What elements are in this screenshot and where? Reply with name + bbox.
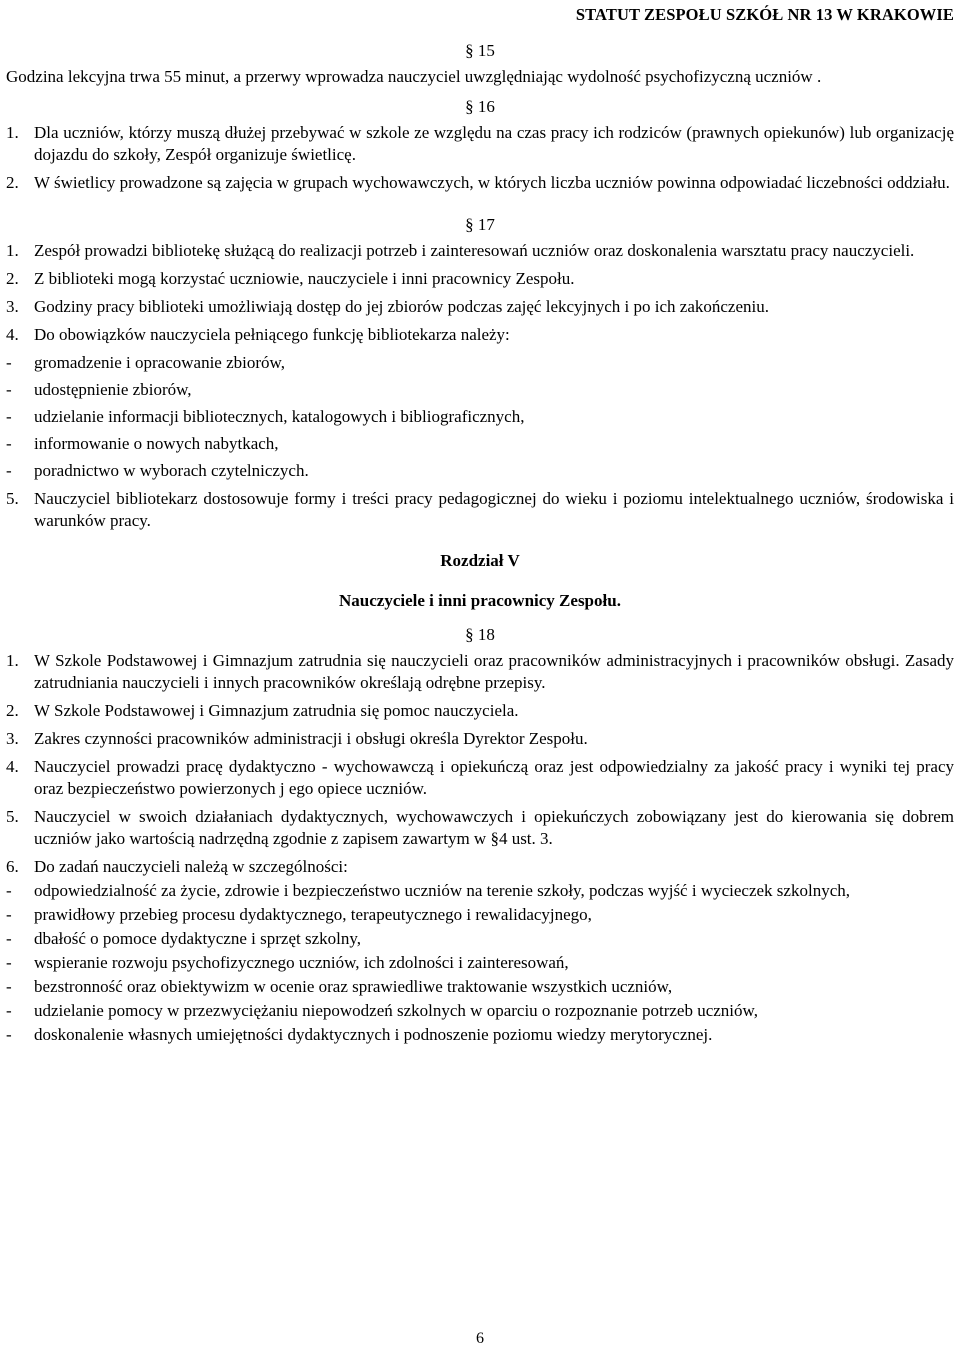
item-number: 2. xyxy=(6,173,19,192)
section-17-item xyxy=(6,296,954,318)
list-item: - doskonalenie własnych umiejętności dydaktycznych i podnoszenie poziomu wiedzy merytorycznej. xyxy=(6,1025,713,1044)
list-item: - udostępnienie zbiorów, xyxy=(6,380,192,399)
librarian-duties-list xyxy=(6,352,954,482)
section-16-heading: § 16 xyxy=(465,97,495,116)
item-number: 1. xyxy=(6,651,19,670)
item-number: 4. xyxy=(6,757,19,776)
list-item: - odpowiedzialność za życie, zdrowie i bezpieczeństwo uczniów na terenie szkoły, podczas wyjść i wycieczek szkolnych, xyxy=(6,881,850,900)
item-text: Z biblioteki mogą korzystać uczniowie, nauczyciele i inni pracownicy Zespołu. xyxy=(34,269,575,288)
section-18-item xyxy=(6,756,954,800)
item-text: W Szkole Podstawowej i Gimnazjum zatrudnia się pomoc nauczyciela. xyxy=(34,701,519,720)
item-text: Nauczyciel bibliotekarz dostosowuje formy i treści pracy pedagogicznej do wieku i poziomu intelektualnego uczniów, środowiska i warunków pracy. xyxy=(34,489,954,530)
item-text: Zakres czynności pracowników administracji i obsługi określa Dyrektor Zespołu. xyxy=(34,729,588,748)
list-item: - informowanie o nowych nabytkach, xyxy=(6,434,279,453)
item-text: Dla uczniów, którzy muszą dłużej przebywać w szkole ze względu na czas pracy ich rodziców (prawnych opiekunów) lub organizację dojazdu do szkoły, Zespół organizuje świetlicę. xyxy=(34,123,954,164)
section-18-item xyxy=(6,650,954,694)
section-17-item xyxy=(6,240,954,262)
item-text: Do zadań nauczycieli należą w szczególności: xyxy=(34,857,348,876)
item-number: 5. xyxy=(6,807,19,826)
item-text: Nauczyciel w swoich działaniach dydaktycznych, wychowawczych i opiekuńczych zobowiązany jest do kierowania się dobrem uczniów jako wartością nadrzędną zgodnie z zapisem zawartym w §4 ust. 3. xyxy=(34,807,954,848)
section-17-item xyxy=(6,268,954,290)
section-17-heading: § 17 xyxy=(465,215,495,234)
list-item: - wspieranie rozwoju psychofizycznego uczniów, ich zdolności i zainteresowań, xyxy=(6,953,569,972)
item-number: 4. xyxy=(6,325,19,344)
section-16-item xyxy=(6,172,954,194)
list-item: - dbałość o pomoce dydaktyczne i sprzęt szkolny, xyxy=(6,929,361,948)
item-text: Nauczyciel prowadzi pracę dydaktyczno - wychowawczą i opiekuńczą oraz jest odpowiedzialny za jakość pracy i wyniki tej pracy oraz bezpieczeństwo powierzonych j ego opiece uczniów. xyxy=(34,757,954,798)
chapter-subtitle: Nauczyciele i inni pracownicy Zespołu. xyxy=(339,591,621,610)
list-item: - prawidłowy przebieg procesu dydaktycznego, terapeutycznego i rewalidacyjnego, xyxy=(6,905,592,924)
item-number: 5. xyxy=(6,489,19,508)
teacher-tasks-list xyxy=(6,880,954,1046)
item-number: 1. xyxy=(6,241,19,260)
list-item: - udzielanie informacji bibliotecznych, katalogowych i bibliograficznych, xyxy=(6,407,525,426)
section-15-text: Godzina lekcyjna trwa 55 minut, a przerwy wprowadza nauczyciel uwzględniając wydolność psychofizyczną uczniów . xyxy=(6,67,822,86)
list-item: - poradnictwo w wyborach czytelniczych. xyxy=(6,461,309,480)
list-item: - udzielanie pomocy w przezwyciężaniu niepowodzeń szkolnych w oparciu o rozpoznanie potrzeb uczniów, xyxy=(6,1001,758,1020)
section-16-item xyxy=(6,122,954,166)
section-18-item xyxy=(6,700,954,722)
chapter-title: Rozdział V xyxy=(440,551,520,570)
item-number: 3. xyxy=(6,297,19,316)
item-text: W świetlicy prowadzone są zajęcia w grupach wychowawczych, w których liczba uczniów powinna odpowiadać liczebności oddziału. xyxy=(34,173,950,192)
section-17-item xyxy=(6,488,954,532)
section-17-item xyxy=(6,324,954,346)
item-number: 6. xyxy=(6,857,19,876)
section-15-heading: § 15 xyxy=(465,41,495,60)
item-text: Godziny pracy biblioteki umożliwiają dostęp do jej zbiorów podczas zajęć lekcyjnych i po ich zakończeniu. xyxy=(34,297,770,316)
page-number: 6 xyxy=(476,1330,484,1347)
item-text: Zespół prowadzi bibliotekę służącą do realizacji potrzeb i zainteresowań uczniów oraz doskonalenia warsztatu pracy nauczycieli. xyxy=(34,241,915,260)
item-number: 2. xyxy=(6,269,19,288)
item-number: 2. xyxy=(6,701,19,720)
section-18-item xyxy=(6,806,954,850)
document-header: STATUT ZESPOŁU SZKÓŁ NR 13 W KRAKOWIE xyxy=(575,5,954,24)
list-item: - gromadzenie i opracowanie zbiorów, xyxy=(6,353,285,372)
item-text: Do obowiązków nauczyciela pełniącego funkcję bibliotekarza należy: xyxy=(34,325,510,344)
item-text: W Szkole Podstawowej i Gimnazjum zatrudnia się nauczycieli oraz pracowników administracyjnych i pracowników obsługi. Zasady zatrudniania nauczycieli i innych pracowników określają odrębne przepisy. xyxy=(34,651,954,692)
document-body xyxy=(6,40,954,1046)
section-18-item xyxy=(6,856,954,878)
item-number: 1. xyxy=(6,123,19,142)
item-number: 3. xyxy=(6,729,19,748)
list-item: - bezstronność oraz obiektywizm w ocenie oraz sprawiedliwe traktowanie wszystkich uczniów, xyxy=(6,977,673,996)
section-18-item xyxy=(6,728,954,750)
section-18-heading: § 18 xyxy=(465,625,495,644)
